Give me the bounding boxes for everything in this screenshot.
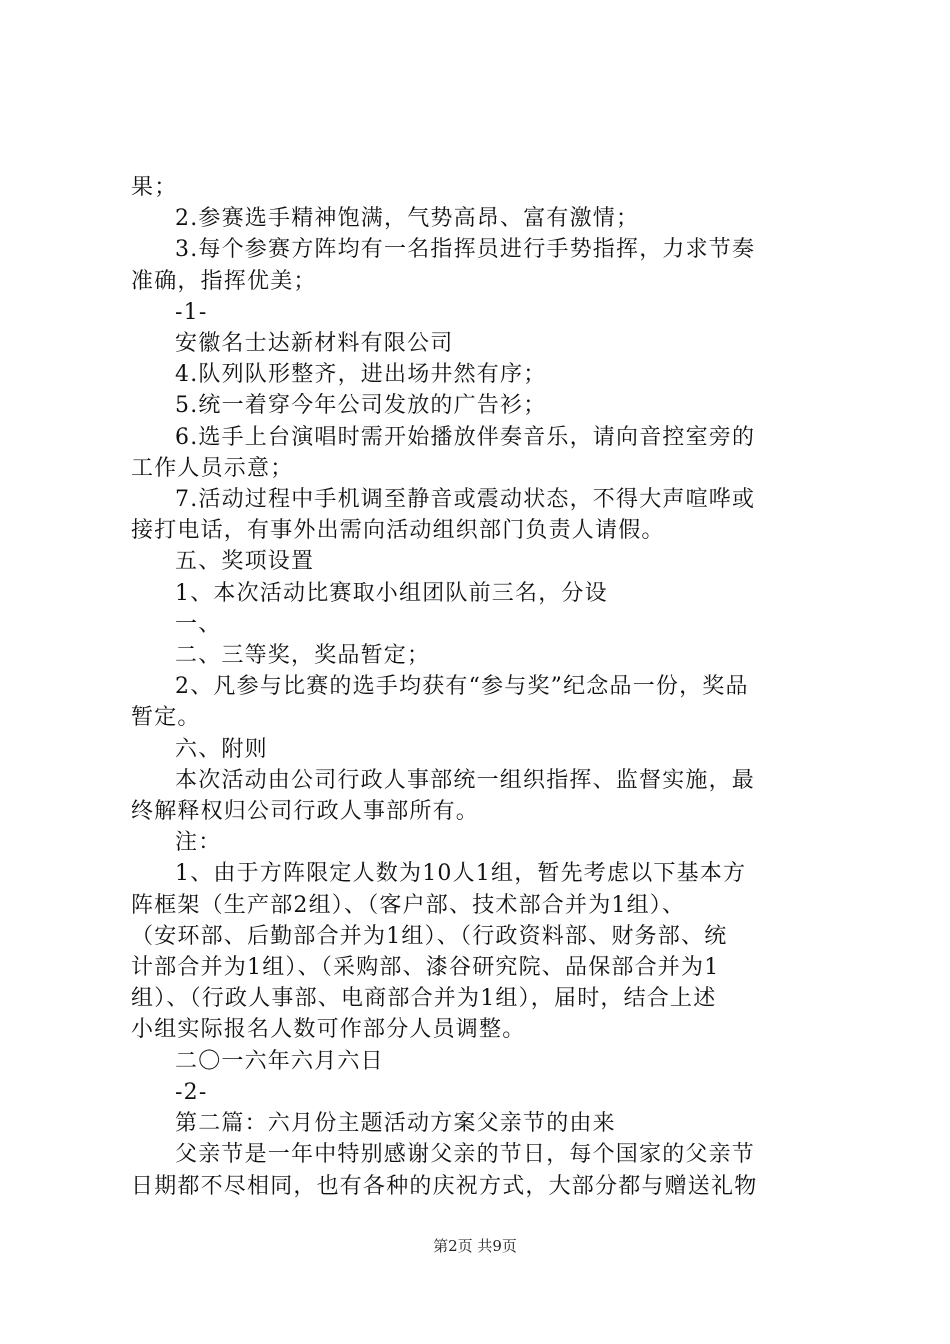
text-line: 注： <box>175 830 222 856</box>
text-line: 父亲节是一年中特别感谢父亲的节日，每个国家的父亲节 <box>175 1142 756 1168</box>
document-body <box>131 172 831 1202</box>
text-line: 五、奖项设置 <box>175 549 315 575</box>
text-line: 本次活动由公司行政人事部统一组织指挥、监督实施，最 <box>175 767 756 793</box>
text-line: 一、 <box>175 611 222 637</box>
text-line: 计部合并为1组）、（采购部、漆谷研究院、品保部合并为1 <box>131 955 720 981</box>
text-line: 接打电话，有事外出需向活动组织部门负责人请假。 <box>131 518 665 544</box>
text-line: 安徽名士达新材料有限公司 <box>175 331 454 357</box>
text-line: 暂定。 <box>131 705 201 731</box>
text-line: 果； <box>131 175 178 200</box>
text-line: 二、三等奖，奖品暂定； <box>175 643 431 669</box>
text-line: 2、凡参与比赛的选手均获有“参与奖”纪念品一份，奖品 <box>175 674 749 700</box>
text-line: 六、附则 <box>175 736 268 762</box>
text-line: （安环部、后勤部合并为1组）、（行政资料部、财务部、统 <box>131 923 728 949</box>
text-line: -2- <box>175 1079 208 1105</box>
text-line: 7.活动过程中手机调至静音或震动状态，不得大声喧哗或 <box>175 487 756 513</box>
text-line: 组）、（行政人事部、电商部合并为1组），届时，结合上述 <box>131 986 717 1012</box>
text-line: 阵框架（生产部2组）、（客户部、技术部合并为1组）、 <box>131 892 686 918</box>
text-line: 2.参赛选手精神饱满，气势高昂、富有激情； <box>175 206 640 232</box>
text-line: 第二篇：六月份主题活动方案父亲节的由来 <box>175 1111 616 1137</box>
text-line: 准确，指挥优美； <box>131 268 317 294</box>
text-line: 终解释权归公司行政人事部所有。 <box>131 799 480 825</box>
text-line: 小组实际报名人数可作部分人员调整。 <box>131 1017 526 1043</box>
text-line: 日期都不尽相同，也有各种的庆祝方式，大部分都与赠送礼物 <box>131 1173 758 1199</box>
text-line: 1、由于方阵限定人数为10人1组，暂先考虑以下基本方 <box>175 861 747 887</box>
text-line: 二〇一六年六月六日 <box>175 1048 384 1074</box>
text-line: 3.每个参赛方阵均有一名指挥员进行手势指挥，力求节奏 <box>175 237 756 263</box>
text-line: 6.选手上台演唱时需开始播放伴奏音乐，请向音控室旁的 <box>175 424 756 450</box>
text-line: 5.统一着穿今年公司发放的广告衫； <box>175 393 547 419</box>
text-line: -1- <box>175 299 208 325</box>
text-line: 1、本次活动比赛取小组团队前三名，分设 <box>175 580 608 606</box>
text-line: 4.队列队形整齐，进出场井然有序； <box>175 362 547 388</box>
text-line: 工作人员示意； <box>131 455 294 481</box>
page-footer: 第2页 共9页 <box>433 1237 517 1255</box>
